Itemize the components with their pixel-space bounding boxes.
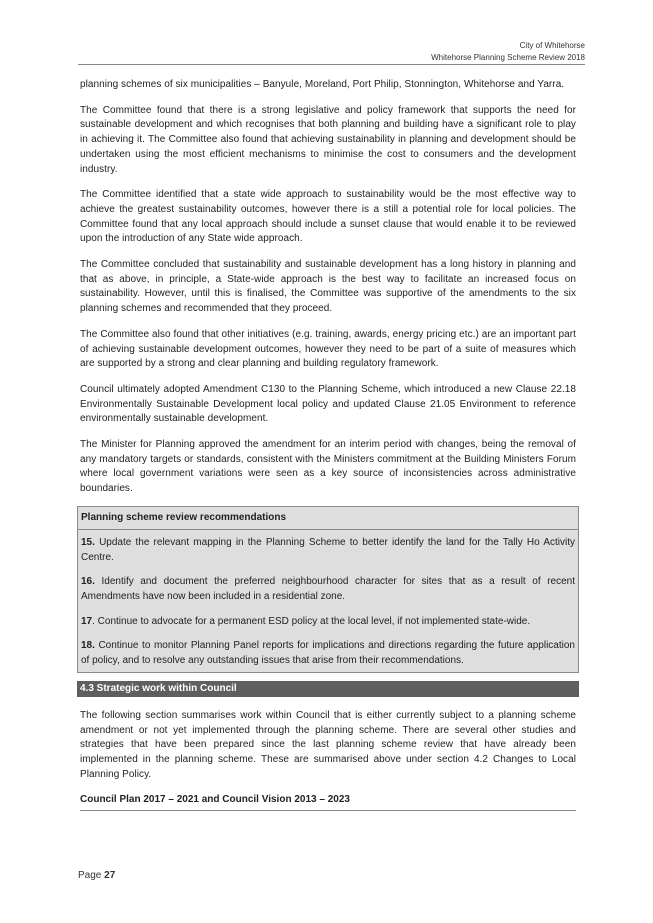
recommendation-number: 16. (81, 576, 95, 588)
header-document-title: Whitehorse Planning Scheme Review 2018 (431, 53, 585, 62)
paragraph: The Committee identified that a state wide approach to sustainability would be the most effective way to achieve the greatest sustainability outcomes, however there is a still a potential role for local policies. The Committee found that any local approach should include a sunset clause that would enable it to be reviewed upon the introduction of any State wide approach. (80, 189, 576, 245)
page-footer (78, 870, 115, 881)
recommendation-number: 17 (81, 615, 93, 627)
section-heading: 4.3 Strategic work within Council (77, 681, 579, 697)
paragraph: The Minister for Planning approved the amendment for an interim period with changes, being the removal of any mandatory targets or standards, consistent with the Ministers commitment at the Building Ministers Forum where local government variations were seen as a key source of inconsistencies across administrative boundaries. (80, 439, 576, 495)
recommendations-box (77, 506, 579, 673)
recommendation-item (81, 575, 575, 604)
page-label: Page (78, 870, 102, 881)
paragraph: The Committee concluded that sustainability and sustainable development has a long history in planning and that as above, in principle, a State-wide approach is the best way to facilitate an increased focus on sustainability. However, until this is finalised, the Committee was supportive of the amendments to the six planning schemes and recommended that they proceed. (80, 259, 576, 315)
header-divider (78, 64, 585, 65)
recommendation-item (81, 615, 575, 630)
recommendation-text: Identify and document the preferred neighbourhood character for sites that as a result of recent Amendments have now been included in a residential zone. (81, 576, 575, 602)
recommendation-number: 18. (81, 640, 95, 652)
recommendation-number: 15. (81, 536, 95, 548)
recommendation-text: . Continue to advocate for a permanent ESD policy at the local level, if not implemented state-wide. (92, 615, 531, 627)
paragraph: The Committee also found that other initiatives (e.g. training, awards, energy pricing etc.) are an important part of achieving sustainable development outcomes, however they need to be part of a suite of measures which are supported by a strong and clear planning and building regulatory framework. (80, 328, 576, 370)
recommendation-item (81, 536, 575, 565)
recommendation-item (81, 639, 575, 668)
page-header (431, 40, 585, 64)
paragraph: Council ultimately adopted Amendment C130 to the Planning Scheme, which introduced a new Clause 22.18 Environmentally Sustainable Development local policy and updated Clause 21.05 Environment to reference environmentally sustainable development. (80, 383, 576, 425)
header-organisation: City of Whitehorse (519, 41, 585, 50)
recommendation-text: Continue to monitor Planning Panel reports for implications and directions regarding the future application of policy, and to resolve any outstanding issues that arise from their recommendations. (81, 640, 575, 667)
subsection-heading: Council Plan 2017 – 2021 and Council Vision 2013 – 2023 (80, 793, 576, 811)
recommendations-title: Planning scheme review recommendations (78, 511, 578, 530)
paragraph: The Committee found that there is a strong legislative and policy framework that supports the need for sustainable development and which recognises that both planning and building have a significant role to play in achieving it. The Committee also found that achieving sustainability in planning and development should be undertaken using the most efficient mechanisms to minimise the cost to consumers and the development industry. (80, 104, 576, 175)
recommendation-text: Update the relevant mapping in the Planning Scheme to better identify the land for the Tally Ho Activity Centre. (81, 536, 575, 563)
page-number: 27 (104, 870, 116, 881)
page-body (80, 78, 576, 811)
section-paragraph: The following section summarises work within Council that is either currently subject to a planning scheme amendment or not yet implemented through the planning scheme. There are several other studies and strategies that have been prepared since the last planning scheme review that have already been implemented in the planning scheme. These are summarised above under section 4.2 Changes to Local Planning Policy. (80, 709, 576, 780)
paragraph: planning schemes of six municipalities – Banyule, Moreland, Port Philip, Stonnington, Whitehorse and Yarra. (80, 79, 565, 90)
